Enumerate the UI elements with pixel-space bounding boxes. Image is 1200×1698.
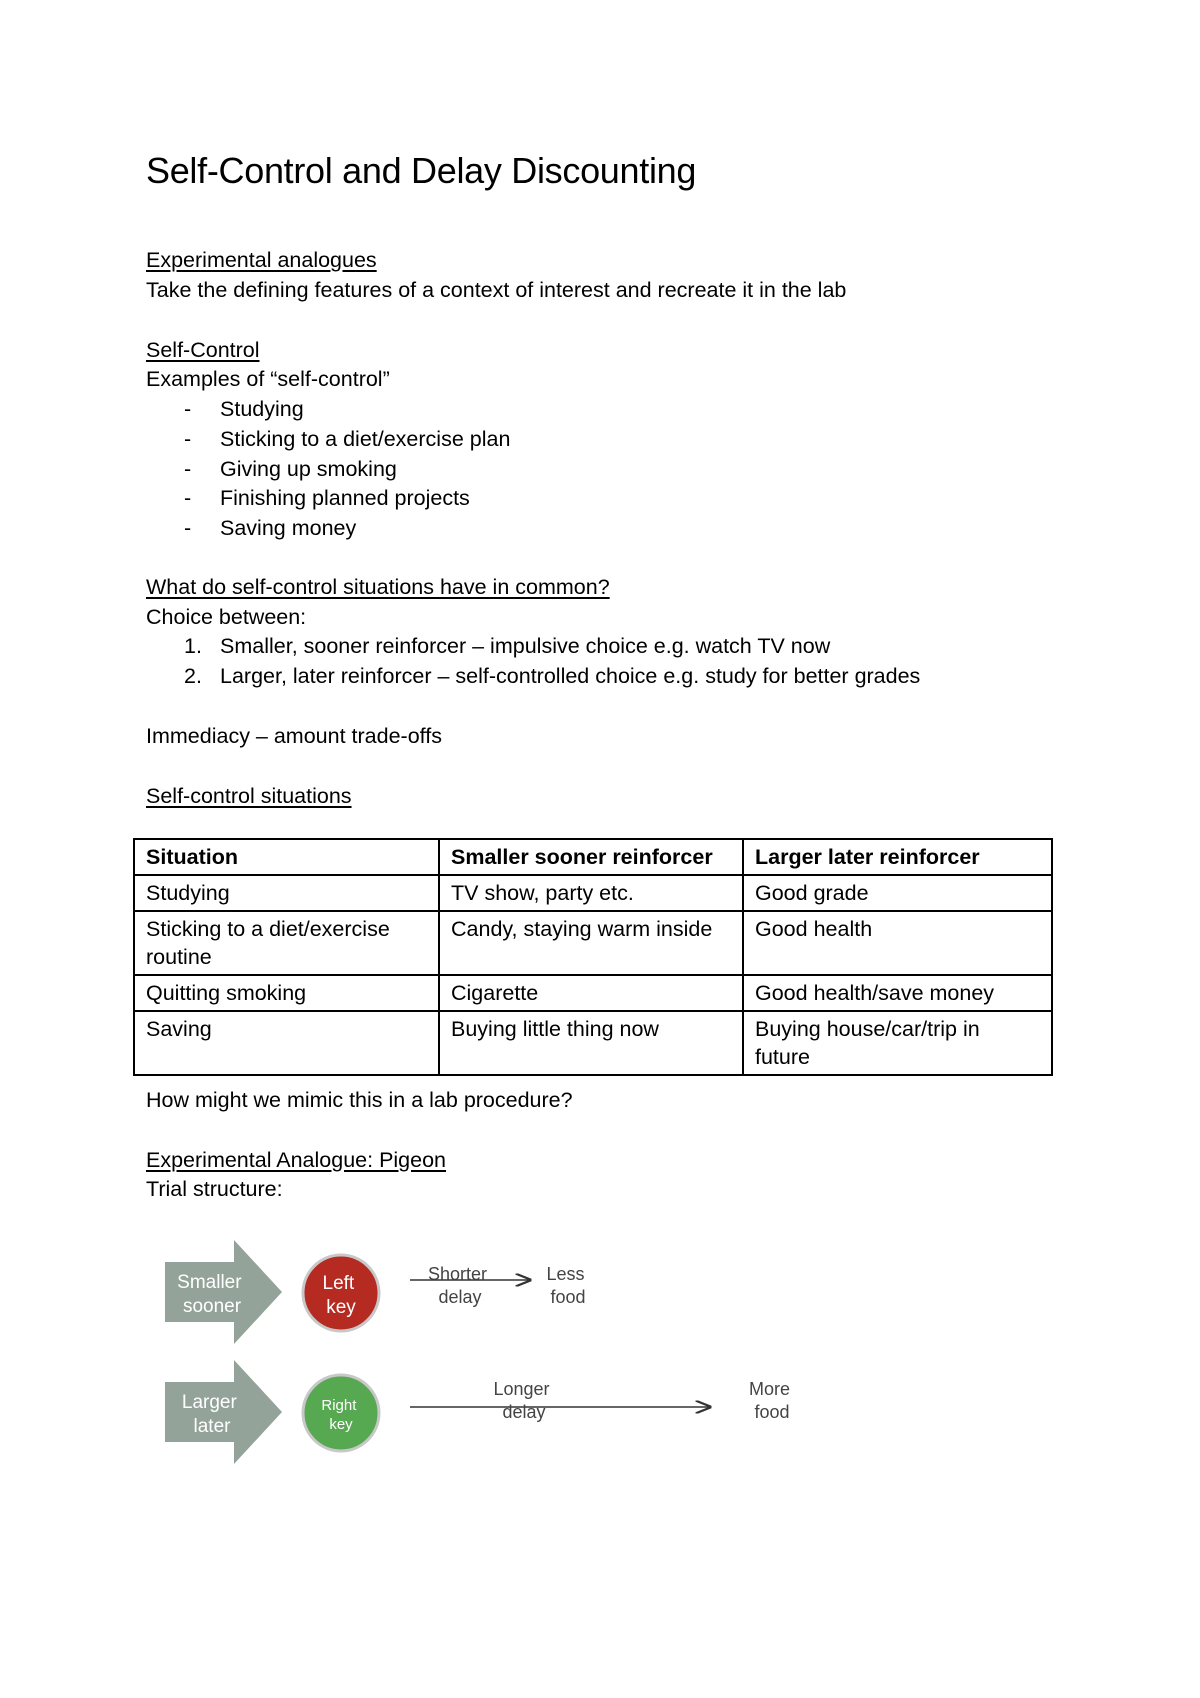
list-item-text: Giving up smoking [220,457,397,481]
table-cell: Buying little thing now [439,1011,743,1075]
table-cell: Cigarette [439,975,743,1011]
shorter-delay-label [428,1264,492,1307]
table-cell: Studying [134,875,439,911]
table-cell: Candy, staying warm inside [439,911,743,975]
table-header-cell: Situation [134,839,439,875]
table-header-cell: Larger later reinforcer [743,839,1052,875]
situations-heading: Self-control situations [146,784,352,808]
arrow-label-line: Smaller [177,1272,242,1293]
table-cell: Good health/save money [743,975,1052,1011]
pigeon-heading: Experimental Analogue: Pigeon [146,1148,447,1172]
list-item-text: Sticking to a diet/exercise plan [220,427,511,451]
table-header-cell: Smaller sooner reinforcer [439,839,743,875]
table-cell: Sticking to a diet/exercise routine [134,911,439,975]
numbered-item-text: Larger, later reinforcer – self-controlled choice e.g. study for better grades [220,664,921,688]
table-cell: Good health [743,911,1052,975]
key-label-line: key [329,1416,353,1433]
page-title: Self-Control and Delay Discounting [146,150,697,191]
bullet-dash: - [184,427,192,451]
outcome-label-line: food [550,1287,586,1307]
experimental-analogues-text: Take the defining features of a context of interest and recreate it in the lab [146,278,847,302]
bullet-dash: - [184,516,192,540]
tradeoff-text: Immediacy – amount trade-offs [146,724,442,748]
self-control-heading: Self-Control [146,338,260,362]
table-row [134,875,1052,911]
delay-label-line: delay [502,1402,546,1422]
item-number: 2. [184,664,202,688]
table-cell: Good grade [743,875,1052,911]
arrow-label-line: Larger [181,1392,237,1413]
key-label-line: Left [322,1273,355,1294]
key-label-line: Right [321,1397,357,1414]
arrow-label-line: sooner [182,1296,242,1317]
bullet-dash: - [184,457,192,481]
common-intro: Choice between: [146,605,307,629]
table-row [134,975,1052,1011]
outcome-label-line: food [754,1402,790,1422]
bullet-dash: - [184,397,192,421]
outcome-label-line: More [748,1379,790,1399]
table-cell: Buying house/car/trip in future [743,1011,1052,1075]
list-item-text: Finishing planned projects [220,486,470,510]
pigeon-intro: Trial structure: [146,1177,283,1201]
experimental-analogues-heading: Experimental analogues [146,248,377,272]
less-food-label [546,1264,589,1307]
self-control-intro: Examples of “self-control” [146,367,390,391]
delay-label-line: Longer [493,1379,550,1399]
more-food-label [749,1379,795,1422]
bullet-dash: - [184,486,192,510]
numbered-item-text: Smaller, sooner reinforcer – impulsive choice e.g. watch TV now [220,634,831,658]
arrow-label-line: later [193,1416,231,1437]
delay-label-line: delay [438,1287,482,1307]
table-row [134,1011,1052,1075]
key-label-line: key [326,1297,356,1318]
situations-table [133,838,1053,1076]
trial-structure-diagram [150,1225,850,1465]
list-item-text: Saving money [220,516,357,540]
table-header-row [134,839,1052,875]
delay-label-line: Shorter [427,1264,488,1284]
table-cell: Quitting smoking [134,975,439,1011]
longer-delay-label [493,1379,554,1422]
table-cell: Saving [134,1011,439,1075]
table-row [134,911,1052,975]
item-number: 1. [184,634,202,658]
common-heading: What do self-control situations have in common? [146,575,610,599]
lab-question: How might we mimic this in a lab procedure? [146,1088,573,1112]
outcome-label-line: Less [546,1264,585,1284]
list-item-text: Studying [220,397,304,421]
table-cell: TV show, party etc. [439,875,743,911]
